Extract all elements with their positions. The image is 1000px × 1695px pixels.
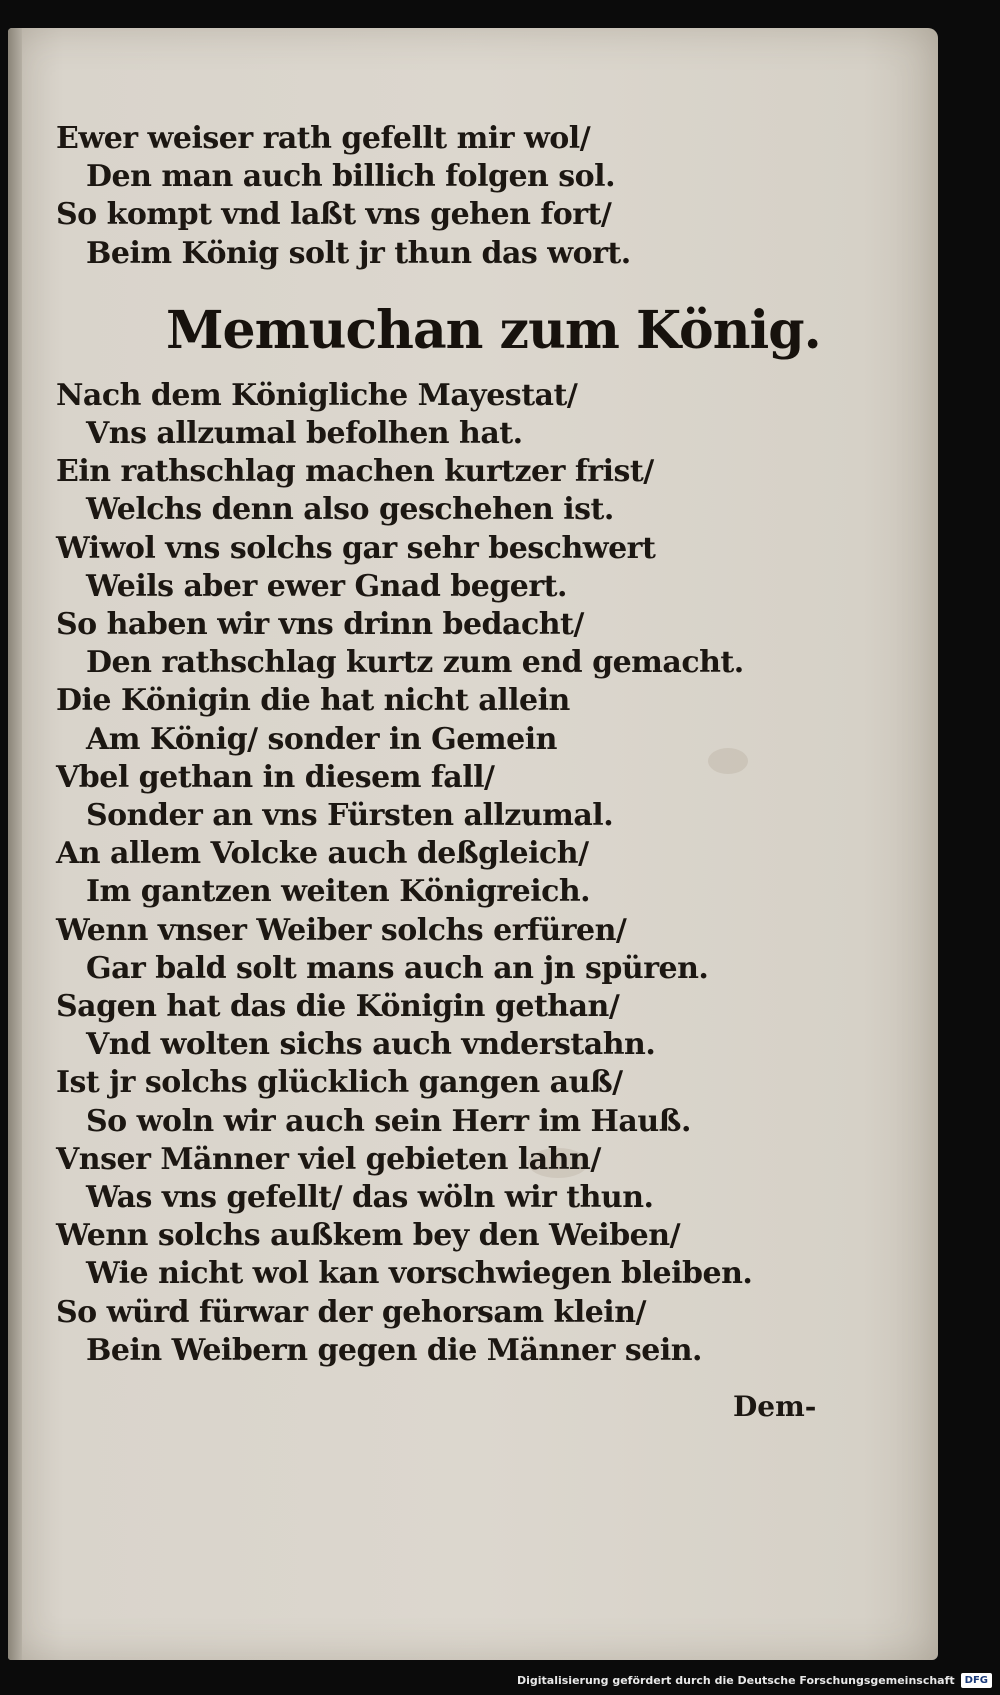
verse-line: Beim König solt jr thun das wort. bbox=[86, 235, 631, 271]
verse-line: Bein Weibern gegen die Männer sein. bbox=[86, 1332, 702, 1368]
verse-line: Was vns gefellt/ das wöln wir thun. bbox=[86, 1180, 654, 1216]
verse-line: So würd fürwar der gehorsam klein/ bbox=[56, 1294, 646, 1330]
catchword: Dem- bbox=[733, 1390, 817, 1423]
verse-text-block bbox=[56, 120, 886, 1370]
verse-line: Nach dem Königliche Mayestat/ bbox=[56, 377, 578, 413]
verse-line: Welchs denn also geschehen ist. bbox=[86, 492, 614, 528]
page-gutter bbox=[8, 28, 22, 1660]
verse-line: An allem Volcke auch deßgleich/ bbox=[56, 836, 589, 872]
verse-line: Ewer weiser rath gefellt mir wol/ bbox=[56, 121, 591, 156]
verse-line: Wiwol vns solchs gar sehr beschwert bbox=[56, 530, 656, 566]
verse-line: Weils aber ewer Gnad begert. bbox=[86, 568, 567, 604]
book-page bbox=[8, 28, 938, 1660]
verse-top-stanza bbox=[56, 120, 886, 273]
section-heading: Memuchan zum König. bbox=[166, 299, 821, 361]
verse-line: So kompt vnd laßt vns gehen fort/ bbox=[56, 197, 612, 233]
footer-credit: Digitalisierung gefördert durch die Deutsche Forschungsgemeinschaft bbox=[516, 1673, 955, 1687]
verse-main-stanza bbox=[56, 377, 886, 1370]
verse-line: Die Königin die hat nicht allein bbox=[56, 683, 570, 719]
verse-line: So woln wir auch sein Herr im Hauß. bbox=[86, 1103, 691, 1139]
verse-line: Im gantzen weiten Königreich. bbox=[86, 874, 591, 910]
digitization-footer bbox=[517, 1669, 992, 1691]
verse-line: Wenn solchs außkem bey den Weiben/ bbox=[56, 1218, 681, 1254]
dfg-logo-icon: DFG bbox=[961, 1673, 992, 1688]
verse-line: Vnser Männer viel gebieten lahn/ bbox=[56, 1141, 601, 1177]
verse-line: Sagen hat das die Königin gethan/ bbox=[56, 989, 620, 1025]
verse-line: Vbel gethan in diesem fall/ bbox=[56, 759, 495, 795]
verse-line: Sonder an vns Fürsten allzumal. bbox=[86, 798, 614, 834]
verse-line: Ein rathschlag machen kurtzer frist/ bbox=[56, 454, 654, 490]
verse-line: Den man auch billich folgen sol. bbox=[86, 159, 616, 195]
verse-line: Vnd wolten sichs auch vnderstahn. bbox=[86, 1027, 656, 1063]
verse-line: So haben wir vns drinn bedacht/ bbox=[56, 607, 584, 643]
verse-line: Ist jr solchs glücklich gangen auß/ bbox=[56, 1065, 623, 1101]
verse-line: Wie nicht wol kan vorschwiegen bleiben. bbox=[86, 1256, 753, 1292]
verse-line: Gar bald solt mans auch an jn spüren. bbox=[86, 950, 709, 986]
verse-line: Vns allzumal befolhen hat. bbox=[86, 416, 523, 452]
verse-line: Am König/ sonder in Gemein bbox=[86, 721, 557, 757]
verse-line: Den rathschlag kurtz zum end gemacht. bbox=[86, 645, 744, 681]
verse-line: Wenn vnser Weiber solchs erfüren/ bbox=[56, 912, 627, 948]
